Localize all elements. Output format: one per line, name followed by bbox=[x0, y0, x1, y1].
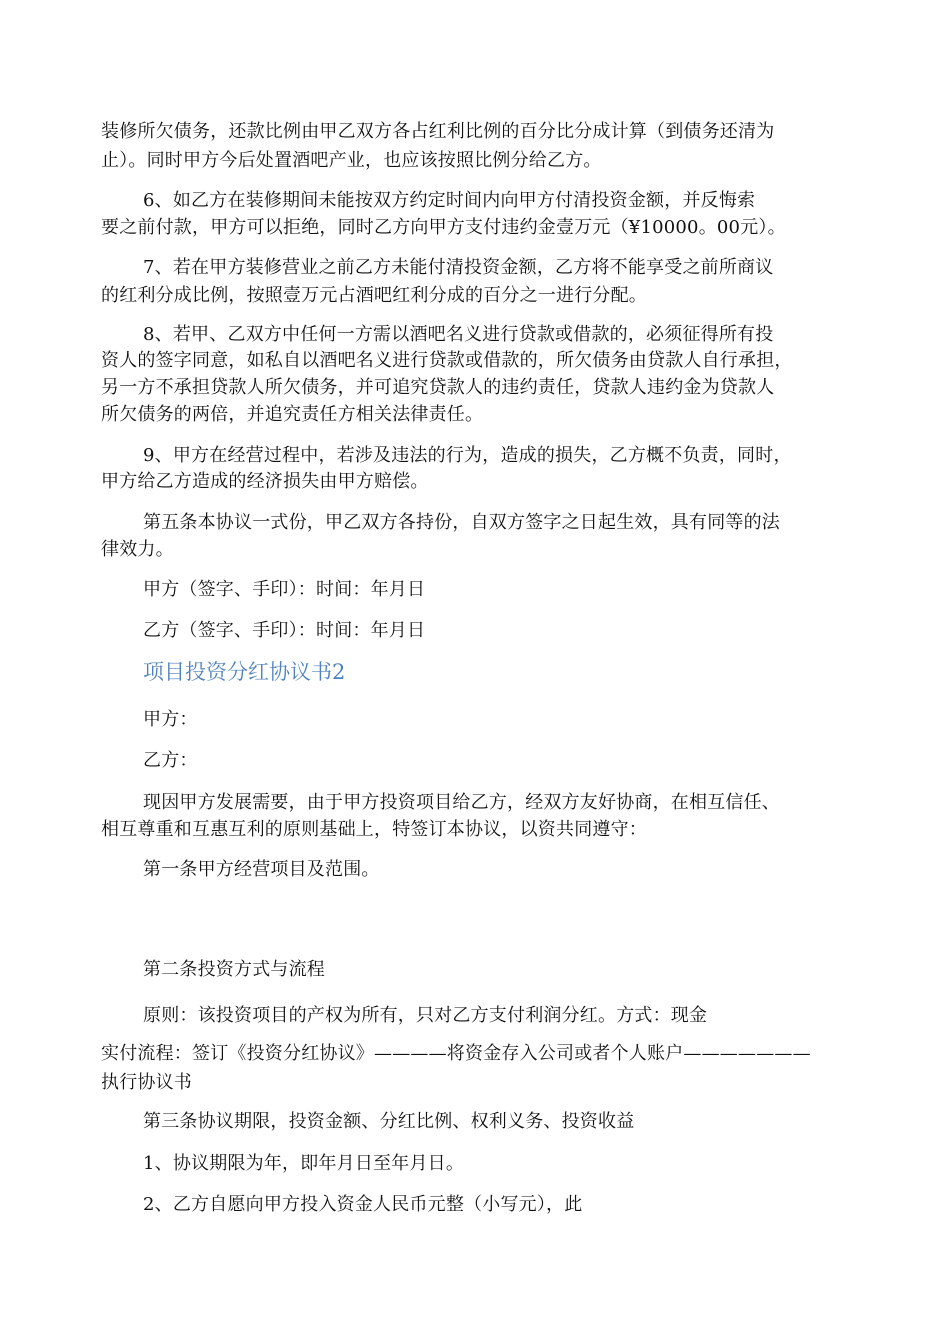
article-1-title: 第一条甲方经营项目及范围。 bbox=[143, 859, 380, 880]
principle-line: 原则：该投资项目的产权为所有，只对乙方支付利润分红。方式：现金 bbox=[143, 1005, 708, 1026]
preamble-line: 现因甲方发展需要，由于甲方投资项目给乙方，经双方友好协商，在相互信任、 bbox=[143, 792, 780, 813]
process-line: 实付流程：签订《投资分红协议》————将资金存入公司或者个人账户——————— bbox=[101, 1043, 811, 1064]
clause-8-line: 资人的签字同意，如私自以酒吧名义进行贷款或借款的，所欠债务由贷款人自行承担， bbox=[101, 350, 793, 371]
article-3-title: 第三条协议期限，投资金额、分红比例、权利义务、投资收益 bbox=[143, 1111, 635, 1132]
process-line: 执行协议书 bbox=[101, 1072, 192, 1093]
clause-7-line: 的红利分成比例，按照壹万元占酒吧红利分成的百分之一进行分配。 bbox=[101, 285, 647, 306]
article-5-line: 第五条本协议一式份，甲乙双方各持份，自双方签字之日起生效，具有同等的法 bbox=[143, 512, 780, 533]
clause-1-line: 1、协议期限为年，即年月日至年月日。 bbox=[143, 1153, 465, 1174]
clause-8-line: 所欠债务的两倍，并追究责任方相关法律责任。 bbox=[101, 404, 484, 425]
party-a-signature-line: 甲方（签字、手印）：时间：年月日 bbox=[143, 579, 426, 600]
preamble-line: 相互尊重和互惠互利的原则基础上，特签订本协议，以资共同遵守： bbox=[101, 819, 647, 840]
paragraph-line: 止）。同时甲方今后处置酒吧产业，也应该按照比例分给乙方。 bbox=[101, 150, 602, 171]
clause-8-line: 另一方不承担贷款人所欠债务，并可追究贷款人的违约责任，贷款人违约金为贷款人 bbox=[101, 377, 775, 398]
paragraph-line: 装修所欠债务，还款比例由甲乙双方各占红利比例的百分比分成计算（到债务还清为 bbox=[101, 121, 775, 142]
clause-9-line: 9、甲方在经营过程中，若涉及违法的行为，造成的损失，乙方概不负责，同时， bbox=[143, 445, 792, 466]
clause-9-line: 甲方给乙方造成的经济损失由甲方赔偿。 bbox=[101, 471, 429, 492]
article-5-line: 律效力。 bbox=[101, 539, 174, 560]
clause-8-line: 8、若甲、乙双方中任何一方需以酒吧名义进行贷款或借款的，必须征得所有投 bbox=[143, 324, 774, 345]
clause-6-line: 6、如乙方在装修期间未能按双方约定时间内向甲方付清投资金额，并反悔索 bbox=[143, 190, 756, 211]
section-heading: 项目投资分红协议书2 bbox=[143, 660, 346, 684]
clause-6-line: 要之前付款，甲方可以拒绝，同时乙方向甲方支付违约金壹万元（¥10000。00元）。 bbox=[101, 217, 786, 238]
clause-7-line: 7、若在甲方装修营业之前乙方未能付清投资金额，乙方将不能享受之前所商议 bbox=[143, 257, 774, 278]
party-b-label: 乙方： bbox=[143, 750, 198, 771]
party-a-label: 甲方： bbox=[143, 709, 198, 730]
clause-2-line: 2、乙方自愿向甲方投入资金人民币元整（小写元），此 bbox=[143, 1194, 583, 1215]
party-b-signature-line: 乙方（签字、手印）：时间：年月日 bbox=[143, 620, 426, 641]
article-2-title: 第二条投资方式与流程 bbox=[143, 959, 325, 980]
